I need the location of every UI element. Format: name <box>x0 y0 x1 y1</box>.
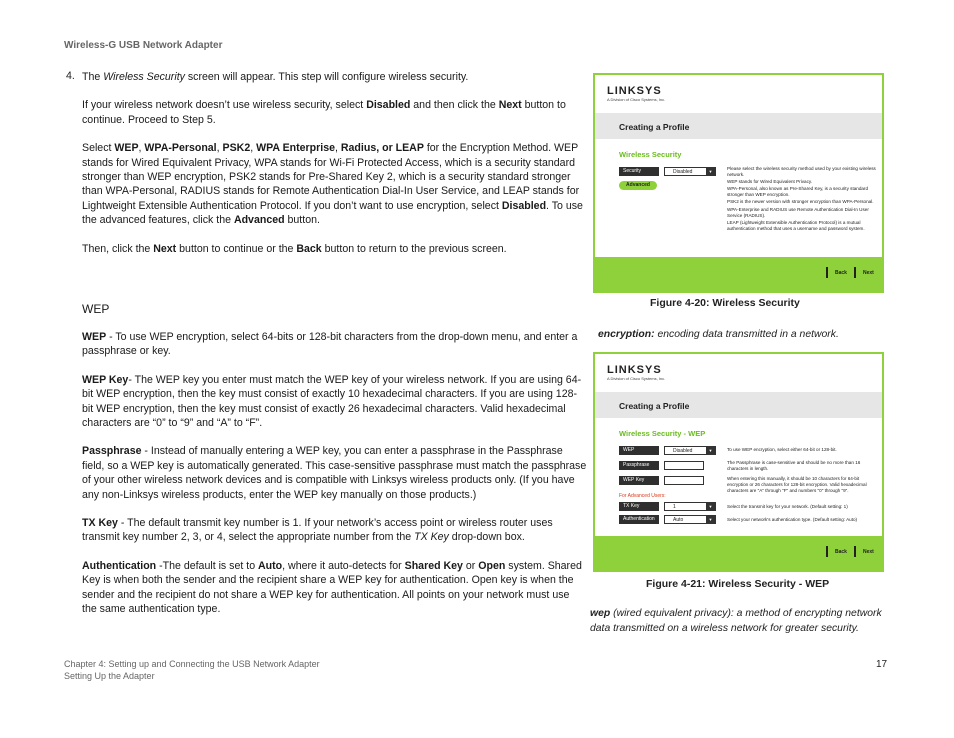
separator <box>826 267 828 278</box>
back-button[interactable]: Back <box>835 270 847 276</box>
wepkey-para: WEP Key- The WEP key you enter must match the WEP key of your wireless network. If you are using 64-bit WEP encryption, then the key must consist of exactly 10 hexadecimal characters. If you are using 128-bit WEP encryption, then the key must consist of exactly 26 hexadecimal characters. Valid hexadecimal characters are “0” to “9” and “A” to “F”. <box>82 373 582 430</box>
profile-band <box>595 113 882 139</box>
next-button[interactable]: Next <box>863 270 874 276</box>
advanced-button[interactable]: Advanced <box>619 181 657 190</box>
wireless-security-wep-screenshot <box>593 352 884 572</box>
security-select[interactable]: Disabled ▼ <box>664 167 716 176</box>
step-number: 4. <box>66 70 75 82</box>
authentication-para: Authentication -The default is set to Auto, where it auto-detects for Shared Key or Open system. Shared Key is when both the sender and the recipient share a WEP key for authentication. Open key is when the sender and the recipient do not share a WEP key for authentication. All points on your network must use the same authentication type. <box>82 559 582 616</box>
glossary-wep: wep (wired equivalent privacy): a method of encrypting network data transmitted on a wireless network for greater security. <box>590 608 882 634</box>
chevron-down-icon: ▼ <box>706 447 715 454</box>
linksys-logo: LINKSYS <box>607 364 662 376</box>
separator <box>826 546 828 557</box>
footer-bar <box>595 257 882 291</box>
step-para-next: Then, click the Next button to continue or the Back button to return to the previous screen. <box>82 242 507 255</box>
separator <box>854 546 856 557</box>
help-authentication: Select your network's authentication type. (Default setting: Auto) <box>727 517 858 522</box>
band-title: Creating a Profile <box>619 401 690 411</box>
help-wep: To use WEP encryption, select either 64-bit or 128-bit. <box>727 447 837 452</box>
section-title: Wireless Security <box>619 150 682 159</box>
passphrase-label: Passphrase <box>619 461 659 470</box>
running-header: Wireless-G USB Network Adapter <box>64 40 223 51</box>
chevron-down-icon: ▼ <box>706 503 715 510</box>
page-number: 17 <box>876 659 888 670</box>
authentication-label: Authentication <box>619 515 659 524</box>
step-intro: The Wireless Security screen will appear. This step will configure wireless security. <box>82 71 469 83</box>
step-text <box>82 70 587 270</box>
txkey-select[interactable]: 1 ▼ <box>664 502 716 511</box>
help-txkey: Select the transmit key for your network. (Default setting: 1) <box>727 504 848 509</box>
txkey-para: TX Key - The default transmit key number is 1. If your network’s access point or wireless router uses transmit key number 2, 3, or 4, select the appropriate number from the TX Key drop-down box. <box>82 517 553 544</box>
wepkey-input[interactable] <box>664 476 704 485</box>
step-para-methods: Select WEP, WPA-Personal, PSK2, WPA Enterprise, Radius, or LEAP for the Encryption Method. WEP stands for Wired Equivalent Privacy, WPA stands for Wi-Fi Protected Access, which is a security standard stronger than WEP encryption, PSK2 stands for Pre-Shared Key 2, which is a security standard stronger than WPA-Personal, RADIUS stands for Remote Authentication Dial-In User Service, and LEAP stands for Lightweight Extensible Authentication Protocol. If you don’t want to use encryption, select Disabled. To use the advanced features, click the Advanced button. <box>82 142 583 227</box>
wep-label: WEP <box>619 446 659 455</box>
txkey-label: TX Key <box>619 502 659 511</box>
footer-chapter: Chapter 4: Setting up and Connecting the USB Network Adapter <box>64 659 320 669</box>
authentication-select[interactable]: Auto ▼ <box>664 515 716 524</box>
glossary-encryption: encryption: encoding data transmitted in a network. <box>598 329 839 340</box>
figure-caption-1: Figure 4-20: Wireless Security <box>650 297 800 309</box>
advanced-users-label: For Advanced Users: <box>619 493 666 499</box>
security-label: Security <box>619 167 659 176</box>
profile-band <box>595 392 882 418</box>
figure-caption-2: Figure 4-21: Wireless Security - WEP <box>646 578 830 590</box>
help-wepkey: When entering this manually, it should be 10 characters for 64-bit encryption or 26 characters for 128-bit encryption. Valid hexadecimal characters are "A" through "F" and numbers "0" through "9". <box>727 476 867 493</box>
help-passphrase: The Passphrase is case-sensitive and should be no more than 16 characters in length. <box>727 460 861 471</box>
logo-subtitle: A Division of Cisco Systems, Inc. <box>607 376 666 381</box>
logo-subtitle: A Division of Cisco Systems, Inc. <box>607 97 666 102</box>
page-footer <box>64 658 320 682</box>
passphrase-input[interactable] <box>664 461 704 470</box>
band-title: Creating a Profile <box>619 122 690 132</box>
wep-heading: WEP <box>82 302 110 316</box>
footer-bar <box>595 536 882 570</box>
section-title: Wireless Security - WEP <box>619 429 706 438</box>
wep-select[interactable]: Disabled ▼ <box>664 446 716 455</box>
back-button[interactable]: Back <box>835 549 847 555</box>
linksys-logo: LINKSYS <box>607 85 662 97</box>
wep-section-text <box>82 330 587 631</box>
footer-section: Setting Up the Adapter <box>64 671 155 681</box>
next-button[interactable]: Next <box>863 549 874 555</box>
chevron-down-icon: ▼ <box>706 168 715 175</box>
wep-para: WEP - To use WEP encryption, select 64-bits or 128-bit characters from the drop-down menu, and enter a passphrase or key. <box>82 331 578 358</box>
wepkey-label: WEP Key <box>619 476 659 485</box>
wireless-security-screenshot <box>593 73 884 293</box>
passphrase-para: Passphrase - Instead of manually entering a WEP key, you can enter a passphrase in the Passphrase field, so a WEP key is automatically generated. This case-sensitive passphrase must match the passphrase of your other wireless network devices and is compatible with Linksys wireless products only. (If you have any non-Linksys wireless products, enter the WEP key manually on those products.) <box>82 445 587 501</box>
separator <box>854 267 856 278</box>
help-text: Please select the wireless security method used by your existing wireless network. WEP stands for Wired Equivalent Privacy. WPA-Personal, also known as Pre-Shared Key, is a security standard stronger than WEP encryption. PSK2 is the newer version with stronger encryption than WPA-Personal. WPA-Enterprise and RADIUS use Remote Authentication Dial-In User Service (RADIUS). LEAP (Lightweight Extensible Authentication Protocol) is a mutual authentication method that uses a username and password system. <box>727 166 876 231</box>
step-para-disabled: If your wireless network doesn’t use wireless security, select Disabled and then click the Next button to continue. Proceed to Step 5. <box>82 99 566 126</box>
chevron-down-icon: ▼ <box>706 516 715 523</box>
